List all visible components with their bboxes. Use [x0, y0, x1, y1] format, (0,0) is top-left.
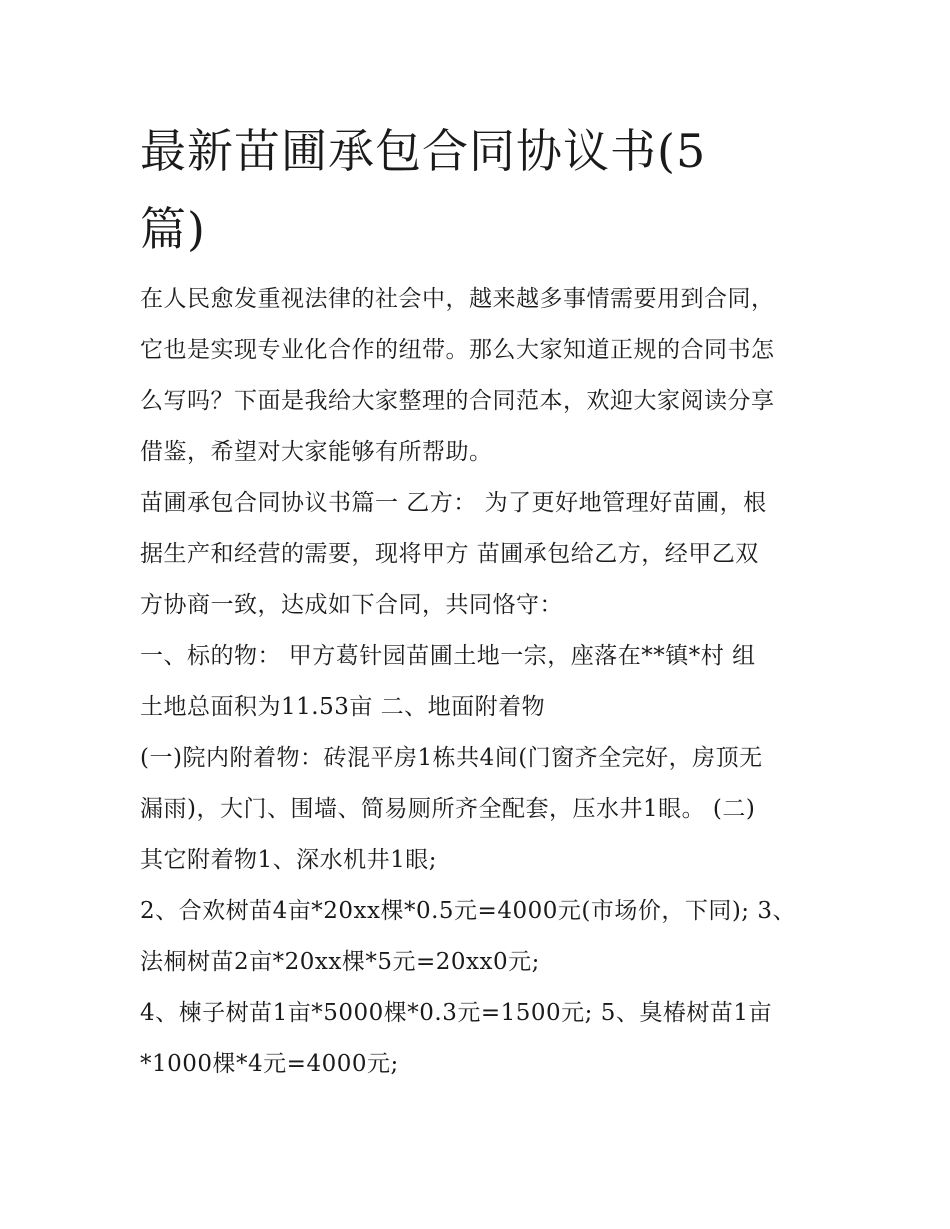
document-title: 最新苗圃承包合同协议书(5 篇): [140, 124, 707, 256]
paragraph-intro: 在人民愈发重视法律的社会中，越来越多事情需要用到合同， 它也是实现专业化合作的纽带。那么大家知道正规的合同书怎 么写吗？下面是我给大家整理的合同范本，欢迎大家阅读分享 借鉴，希望对大家能够有所帮助。: [140, 286, 775, 465]
paragraph-subject-matter: 一、标的物： 甲方葛针园苗圃土地一宗，座落在**镇*村 组 土地总面积为11.53亩 二、地面附着物: [140, 643, 756, 720]
paragraph-contract-preamble: 苗圃承包合同协议书篇一 乙方： 为了更好地管理好苗圃，根 据生产和经营的需要，现将甲方 苗圃承包给乙方，经甲乙双 方协商一致，达成如下合同，共同恪守：: [140, 490, 767, 618]
paragraph-attachments: (一)院内附着物：砖混平房1栋共4间(门窗齐全完好，房顶无 漏雨)，大门、围墙、简易厕所齐全配套，压水井1眼。 (二) 其它附着物1、深水机井1眼;: [140, 745, 763, 873]
document-body: [140, 274, 820, 1090]
paragraph-saplings-2: 4、楝子树苗1亩*5000棵*0.3元=1500元; 5、臭椿树苗1亩 *1000棵*4元=4000元;: [140, 1000, 773, 1077]
paragraph-saplings-1: 2、合欢树苗4亩*20xx棵*0.5元=4000元(市场价，下同); 3、 法桐树苗2亩*20xx棵*5元=20xx0元;: [140, 898, 796, 975]
